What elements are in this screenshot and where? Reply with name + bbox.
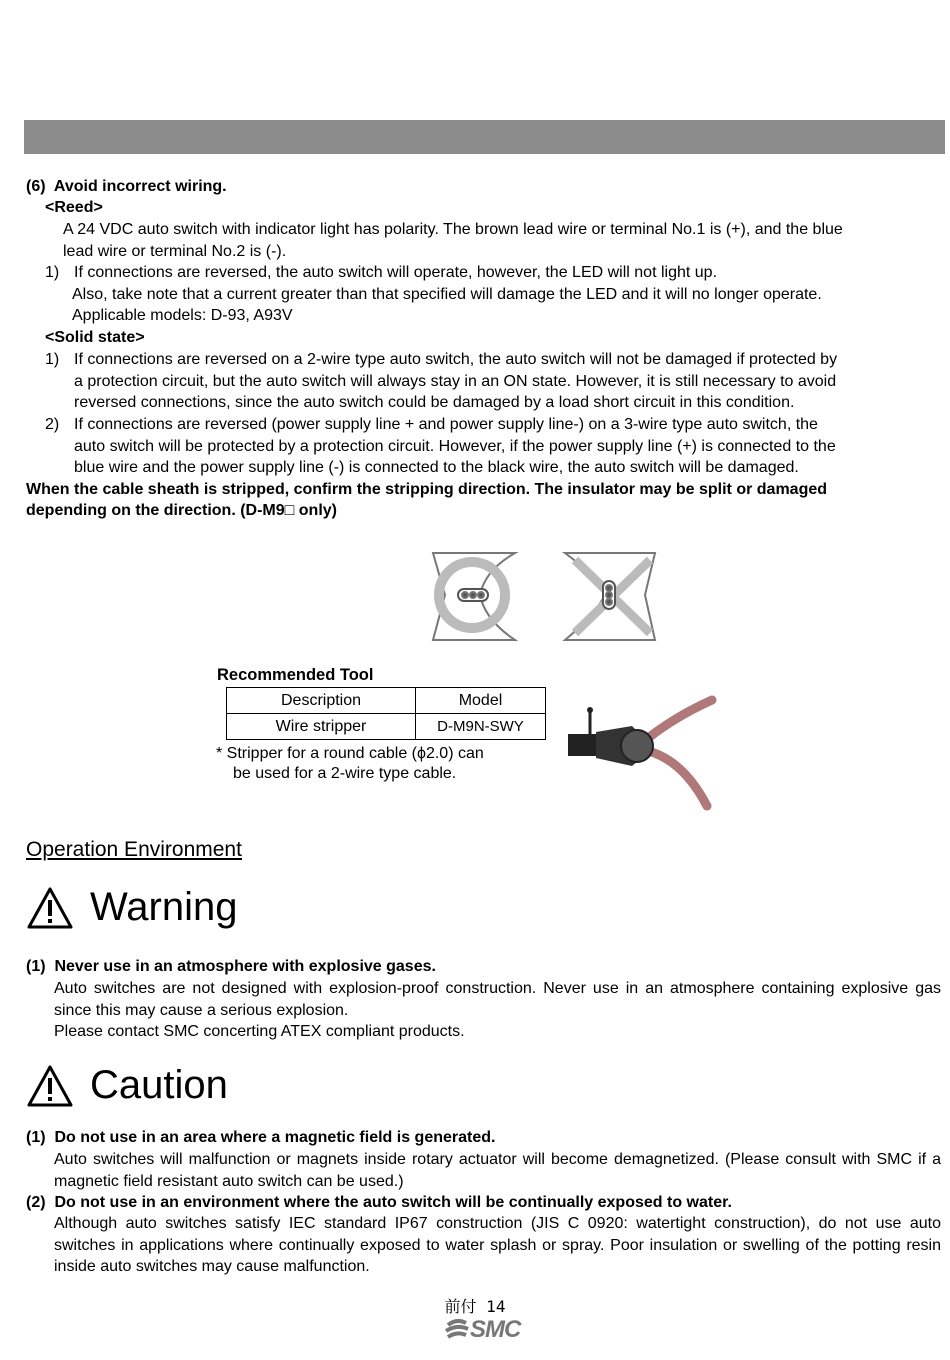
smc-logo-swoosh-icon (444, 1319, 470, 1341)
wire-stripper-image (562, 688, 722, 813)
header-description: Description (227, 688, 416, 714)
reed-item1-number: 1) (45, 264, 60, 281)
smc-logo-text: SMC (470, 1316, 521, 1343)
operation-environment-title: Operation Environment (26, 838, 242, 861)
reed-item1-line1: If connections are reversed, the auto switch will operate, however, the LED will not light up. (74, 264, 718, 281)
caution-item2-heading: (2) Do not use in an environment where the auto switch will be continually exposed to water. (26, 1194, 732, 1211)
header-band (24, 120, 945, 154)
cell-description: Wire stripper (227, 714, 416, 740)
solid-item1-line1: If connections are reversed on a 2-wire type auto switch, the auto switch will not be damaged if protected by (74, 351, 838, 368)
sheath-note-line1: When the cable sheath is stripped, confirm the stripping direction. The insulator may be split or damaged (26, 481, 828, 498)
warning-item1-heading: (1) Never use in an atmosphere with explosive gases. (26, 958, 436, 975)
caution-title: Caution (90, 1063, 228, 1107)
solid-item2-line3: blue wire and the power supply line (-) is connected to the black wire, the auto switch will be damaged. (74, 459, 799, 476)
page-number: 前付 14 (444, 1297, 506, 1316)
section-6-heading: (6) Avoid incorrect wiring. (26, 178, 227, 195)
solid-item2-number: 2) (45, 416, 60, 433)
reed-label: <Reed> (45, 199, 103, 216)
recommended-tool-title: Recommended Tool (217, 666, 374, 684)
solid-state-label: <Solid state> (45, 329, 145, 346)
tool-note-line1: * Stripper for a round cable (ϕ2.0) can (216, 745, 484, 762)
caution-item2-text: Although auto switches satisfy IEC standard IP67 construction (JIS C 0920: watertight construction), do not use auto switches in applications where continually exposed to water splash or spray. Poor insulation or swelling of the potting resin inside auto switches may cause malfunction. (54, 1215, 941, 1275)
solid-item1-number: 1) (45, 351, 60, 368)
warning-item1-text: Auto switches are not designed with explosion-proof construction. Never use in an atmosphere containing explosive gas since this may cause a serious explosion. (54, 980, 941, 1019)
solid-item2-line1: If connections are reversed (power supply line + and power supply line-) on a 3-wire type auto switch, the (74, 416, 818, 433)
warning-triangle-icon (26, 886, 74, 930)
cell-model: D-M9N-SWY (416, 714, 546, 740)
caution-item1-heading: (1) Do not use in an area where a magnetic field is generated. (26, 1129, 496, 1146)
table-row (227, 714, 546, 740)
caution-heading (26, 1063, 228, 1108)
warning-title: Warning (90, 885, 238, 929)
reed-text-line2: lead wire or terminal No.2 is (-). (63, 243, 287, 260)
stripping-direction-illustration (425, 545, 665, 650)
sheath-note-line2: depending on the direction. (D-M9□ only) (26, 502, 337, 519)
table-header-row (227, 688, 546, 714)
header-model: Model (416, 688, 546, 714)
smc-logo (444, 1316, 520, 1344)
solid-item2-line2: auto switch will be protected by a protection circuit. However, if the power supply line (+) is connected to the (74, 438, 836, 455)
tool-note-line2: be used for a 2-wire type cable. (233, 765, 457, 782)
reed-item1-line2: Also, take note that a current greater than that specified will damage the LED and it will no longer operate. (72, 286, 822, 303)
warning-heading (26, 885, 237, 930)
caution-triangle-icon (26, 1064, 74, 1108)
reed-item1-line3: Applicable models: D-93, A93V (72, 307, 293, 324)
solid-item1-line2: a protection circuit, but the auto switch will always stay in an ON state. However, it is still necessary to avoid (74, 373, 837, 390)
recommended-tool-table (226, 687, 546, 740)
caution-item1-text: Auto switches will malfunction or magnets inside rotary actuator will become demagnetized. (Please consult with SMC if a magnetic field resistant auto switch can be used.) (54, 1151, 941, 1190)
warning-item1-contact: Please contact SMC concerting ATEX compliant products. (54, 1023, 465, 1040)
reed-text-line1: A 24 VDC auto switch with indicator light has polarity. The brown lead wire or terminal No.1 is (+), and the blue (63, 221, 843, 238)
solid-item1-line3: reversed connections, since the auto switch could be damaged by a load short circuit in this condition. (74, 394, 795, 411)
